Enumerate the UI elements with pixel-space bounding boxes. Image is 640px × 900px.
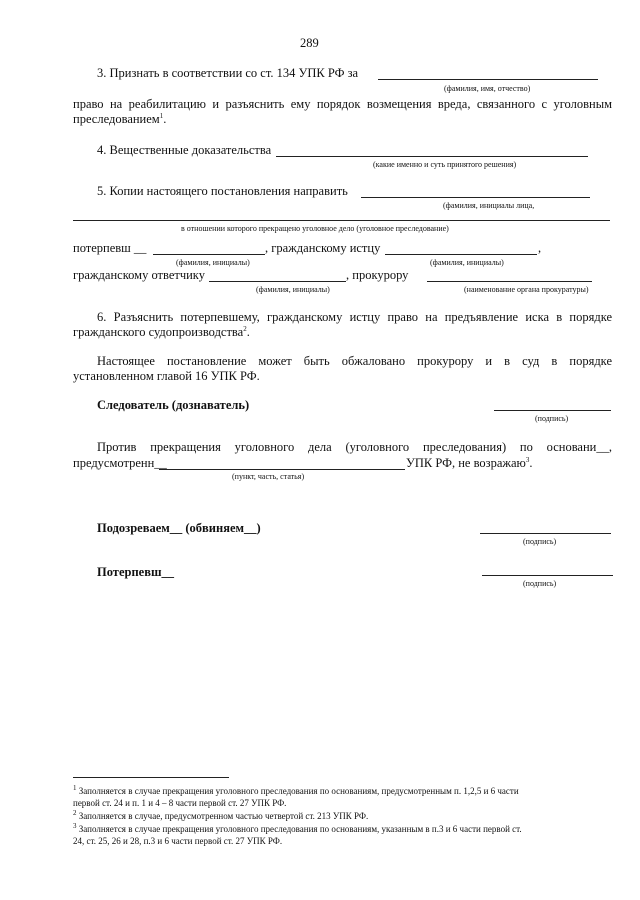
- objection-fill-line[interactable]: [159, 469, 405, 470]
- item3-caption: (фамилия, имя, отчество): [444, 84, 531, 93]
- plaintiff-comma: ,: [538, 241, 542, 255]
- footnote-ref-1: 1: [159, 111, 164, 120]
- footnote-1-line1: Заполняется в случае прекращения уголовного преследования по основаниям, предусмотренным п. 1,2,5 и 6 части: [78, 786, 519, 796]
- footnote-ref-2: 2: [243, 324, 247, 333]
- item5-text: 5. Копии настоящего постановления направить: [97, 184, 348, 198]
- footnote-3-line2: 24, ст. 25, 26 и 28, п.3 и 6 части первой ст. 27 УПК РФ.: [73, 836, 283, 846]
- suspect-signature-line[interactable]: [480, 533, 611, 534]
- plaintiff-label: , гражданскому истцу: [265, 241, 381, 255]
- appeal-line2: установленном главой 16 УПК РФ.: [73, 369, 260, 383]
- footnote-1-line2: первой ст. 24 и п. 1 и 4 – 8 части первой ст. 27 УПК РФ.: [73, 798, 287, 808]
- victim-fill-line[interactable]: [153, 254, 265, 255]
- defendant-fill-line[interactable]: [209, 281, 346, 282]
- item6-line1: 6. Разъяснить потерпевшему, гражданскому истцу право на предъявление иска в порядке: [97, 310, 612, 324]
- item4-text: 4. Вещественные доказательства: [97, 143, 272, 157]
- item5-fill-line-2[interactable]: [73, 220, 610, 221]
- suspect-label: Подозреваем__ (обвиняем__): [97, 521, 261, 535]
- suspect-caption: (подпись): [523, 537, 557, 546]
- footnote-ref-3: 3: [525, 455, 530, 464]
- item3-line2: право на реабилитацию и разъяснить ему порядок возмещения вреда, связанного с уголовным: [73, 97, 612, 111]
- item3-text: 3. Признать в соответствии со ст. 134 УПК РФ за: [97, 66, 359, 80]
- appeal-line1: Настоящее постановление может быть обжаловано прокурору и в суд в порядке: [97, 354, 612, 368]
- footnote-separator: [73, 777, 229, 778]
- item6-line2-text: гражданского судопроизводства: [73, 325, 244, 339]
- prosecutor-caption: (наименование органа прокуратуры): [464, 285, 589, 294]
- footnote-3-num: 3: [73, 822, 77, 830]
- investigator-signature-line[interactable]: [494, 410, 611, 411]
- victim-sign-caption: (подпись): [523, 579, 557, 588]
- victim-sign-label: Потерпевш__: [97, 565, 175, 579]
- item5-caption: (фамилия, инициалы лица,: [443, 201, 535, 210]
- victim-caption: (фамилия, инициалы): [176, 258, 250, 267]
- item6-line2-end: .: [246, 325, 250, 339]
- item3-fill-line[interactable]: [378, 79, 598, 80]
- item4-caption: (какие именно и суть принятого решения): [373, 160, 517, 169]
- prosecutor-fill-line[interactable]: [427, 281, 592, 282]
- footnote-3: [73, 824, 522, 835]
- objection-caption: (пункт, часть, статья): [232, 472, 305, 481]
- investigator-label: Следователь (дознаватель): [97, 398, 250, 412]
- item3-line3-end: .: [163, 112, 167, 126]
- objection-line2-start: предусмотренн__: [73, 456, 167, 470]
- plaintiff-caption: (фамилия, инициалы): [430, 258, 504, 267]
- footnote-2: [73, 811, 368, 822]
- footnote-3-line1: Заполняется в случае прекращения уголовного преследования по основаниям, указанным в п.3 и 6 части первой ст.: [78, 824, 522, 834]
- objection-line2-period: .: [529, 456, 533, 470]
- investigator-caption: (подпись): [535, 414, 569, 423]
- item5-fill-line[interactable]: [361, 197, 590, 198]
- footnote-2-line1: Заполняется в случае, предусмотренном частью четвертой ст. 213 УПК РФ.: [78, 811, 369, 821]
- item5-caption2: в отношении которого прекращено уголовное дело (уголовное преследование): [181, 224, 449, 233]
- item4-fill-line[interactable]: [276, 156, 588, 157]
- page-number: 289: [300, 36, 319, 50]
- footnote-1-num: 1: [73, 784, 77, 792]
- footnote-1: [73, 786, 519, 797]
- victim-label: потерпевш __: [73, 241, 147, 255]
- prosecutor-label: , прокурору: [346, 268, 409, 282]
- item3-line3: [73, 112, 166, 127]
- objection-line2-end: [406, 456, 533, 471]
- footnote-2-num: 2: [73, 809, 77, 817]
- plaintiff-fill-line[interactable]: [385, 254, 537, 255]
- victim-signature-line[interactable]: [482, 575, 613, 576]
- item6-line2: [73, 325, 250, 340]
- item3-line3-text: преследованием: [73, 112, 160, 126]
- objection-line1: Против прекращения уголовного дела (уголовного преследования) по основани__,: [97, 440, 612, 454]
- defendant-caption: (фамилия, инициалы): [256, 285, 330, 294]
- defendant-label: гражданскому ответчику: [73, 268, 205, 282]
- objection-line2-end-text: УПК РФ, не возражаю: [406, 456, 526, 470]
